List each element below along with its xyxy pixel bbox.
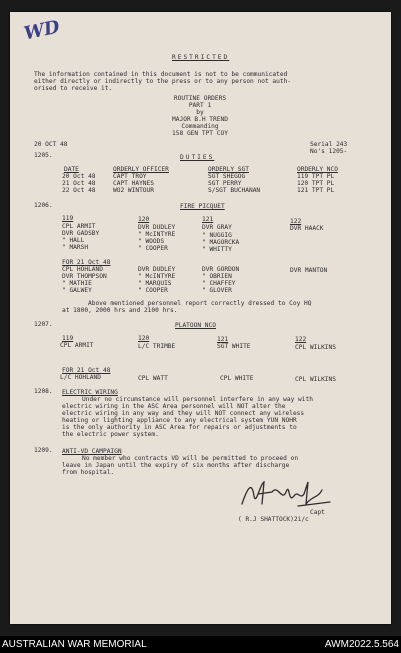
footer-accession-number: AWM2022.5.564 [324, 639, 399, 650]
serial-number: Serial 243 [310, 141, 348, 148]
orders-by: by [196, 109, 204, 116]
platoon-number: 120 [138, 216, 150, 223]
section-number-1209: 1209. [34, 447, 53, 454]
platoon-nco: SGT WHITE [217, 343, 251, 350]
section-number-1208: 1208. [34, 388, 53, 395]
picquet-member: DVR DUDLEY [138, 224, 176, 231]
wiring-text: Under no circumstance will personnel interfere in any way with [82, 396, 313, 403]
duty-officer: CAPT HAYNES [113, 180, 154, 187]
platoon-number: 122 [290, 218, 302, 225]
platoon-number: 122 [295, 336, 307, 343]
wiring-text: electric wiring in the ASC Area personnel will NOT alter the [62, 403, 286, 410]
platoon-nco: CPL ARMIT [60, 342, 94, 349]
signature-rank: Capt [310, 509, 325, 516]
picquet-member: DVR MANTON [290, 267, 328, 274]
platoon-number: 119 [62, 335, 74, 342]
anti-vd-text: from hospital. [62, 469, 115, 476]
footer-bar [0, 636, 401, 653]
orders-commanding: Commanding [181, 123, 219, 130]
duty-sgt: SGT PERRY [208, 180, 242, 187]
picquet-member: " COOPER [138, 287, 168, 294]
nco-date-label: FOR 21 Oct 48 [62, 367, 111, 374]
section-title-electric-wiring: ELECTRIC WIRING [62, 389, 118, 396]
orders-commander: MAJOR B.H TREND [172, 116, 228, 123]
picquet-member: " MARQUIS [138, 280, 172, 287]
section-title-fire-picquet: FIRE PICQUET [180, 203, 225, 210]
picquet-member: " GALWEY [62, 287, 92, 294]
restricted-heading: RESTRICTED [172, 54, 230, 61]
picquet-member: DVR GRAY [202, 224, 232, 231]
picquet-member: " HALL [62, 237, 85, 244]
orders-part: PART 1 [188, 102, 212, 109]
duty-nco: 119 TPT PL [297, 173, 335, 180]
section-number-1206: 1206. [34, 202, 53, 209]
section-number-1207: 1207. [34, 321, 53, 328]
duty-sgt: S/SGT BUCHANAN [208, 187, 261, 194]
picquet-member: " McINTYRE [138, 231, 176, 238]
picquet-member: " MAGORCKA [202, 239, 240, 246]
platoon-number: 120 [138, 335, 150, 342]
duty-nco: 121 TPT PL [297, 187, 335, 194]
picquet-member: DVR GADSBY [62, 230, 100, 237]
signature-name: ( R.J SHATTOCK)2i/c [238, 516, 309, 523]
picquet-member: " OBRIEN [202, 273, 232, 280]
duty-header-officer: ORDERLY OFFICER [113, 166, 169, 173]
picquet-member: DVR GORDON [202, 266, 240, 273]
picquet-member: " MATHIE [62, 280, 92, 287]
duty-date: 20 Oct 48 [62, 173, 96, 180]
platoon-nco: CPL WILKINS [295, 376, 336, 383]
picquet-member: " GLOVER [202, 287, 232, 294]
picquet-member: " COOPER [138, 245, 168, 252]
section-title-platoon-nco: PLATOON NCO [175, 322, 216, 329]
platoon-nco: CPL WHITE [220, 375, 254, 382]
duty-header-nco: ORDERLY NCO [297, 166, 338, 173]
orders-unit: 158 GEN TPT COY [172, 130, 228, 137]
duty-officer: CAPT TROY [113, 173, 147, 180]
platoon-nco: L/C TRIMBE [138, 343, 176, 350]
order-numbers: No's 1205- [310, 148, 348, 155]
picquet-member: DVR HAACK [290, 225, 324, 232]
platoon-nco: CPL WILKINS [295, 344, 336, 351]
orders-title: ROUTINE ORDERS [173, 95, 227, 102]
notice-line-1: The information contained in this document is not to be communicated [34, 71, 288, 78]
footer-institution: AUSTRALIAN WAR MEMORIAL [2, 639, 147, 650]
wiring-text: heating or lighting appliance to any electrical system YUN NOHR [62, 417, 297, 424]
picquet-member: " McINTYRE [138, 273, 176, 280]
picquet-note-2: at 1800, 2000 hrs and 2100 hrs. [62, 307, 178, 314]
duty-header-date: DATE [64, 166, 79, 173]
duty-date: 22 Oct 48 [62, 187, 96, 194]
picquet-member: " NUGGIG [202, 232, 232, 239]
duty-nco: 120 TPT PL [297, 180, 335, 187]
notice-line-2: either directly or indirectly to the press or to any person not auth- [34, 78, 292, 85]
duty-date: 21 Oct 48 [62, 180, 96, 187]
picquet-member: " CHAFFEY [202, 280, 236, 287]
duty-header-sgt: ORDERLY SGT [208, 166, 249, 173]
picquet-member: DVR THOMPSON [62, 273, 107, 280]
handwritten-annotation: WD [22, 16, 62, 45]
notice-line-3: orised to receive it. [34, 85, 113, 92]
picquet-note-1: Above mentioned personnel report correctly dressed to Coy HQ [88, 300, 312, 307]
handwritten-signature [238, 474, 338, 512]
anti-vd-text: No member who contracts VD will be permitted to proceed on [82, 455, 299, 462]
wiring-text: the electric power system. [62, 431, 159, 438]
order-date: 20 OCT 48 [34, 141, 68, 148]
picquet-member: " MARSH [62, 244, 89, 251]
section-title-duties: DUTIES [180, 154, 215, 161]
picquet-member: CPL HOHLAND [62, 266, 103, 273]
wiring-text: electric wiring in any way and they will NOT connect any wireless [62, 410, 305, 417]
picquet-member: " WHITTY [202, 246, 232, 253]
duty-sgt: SGT SHEGOG [208, 173, 246, 180]
platoon-nco: CPL WATT [138, 375, 168, 382]
platoon-number: 119 [62, 215, 74, 222]
picquet-member: CPL ARMIT [62, 223, 96, 230]
document-page [10, 12, 391, 624]
section-number-1205: 1205. [34, 152, 53, 159]
anti-vd-text: leave in Japan until the expiry of six months after discharge [62, 462, 290, 469]
picquet-member: DVR DUDLEY [138, 266, 176, 273]
platoon-number: 121 [202, 216, 214, 223]
section-title-anti-vd: ANTI-VD CAMPAIGN [62, 448, 122, 455]
platoon-number: 121 [217, 336, 229, 343]
picquet-member: " WOODS [138, 238, 165, 245]
wiring-text: is the only authority in ASC Area for repairs or adjustments to [62, 424, 297, 431]
duty-officer: WO2 WINTOUR [113, 187, 154, 194]
platoon-nco: L/C HOHLAND [60, 374, 101, 381]
picquet-date-label: FOR 21 Oct 48 [62, 259, 111, 266]
